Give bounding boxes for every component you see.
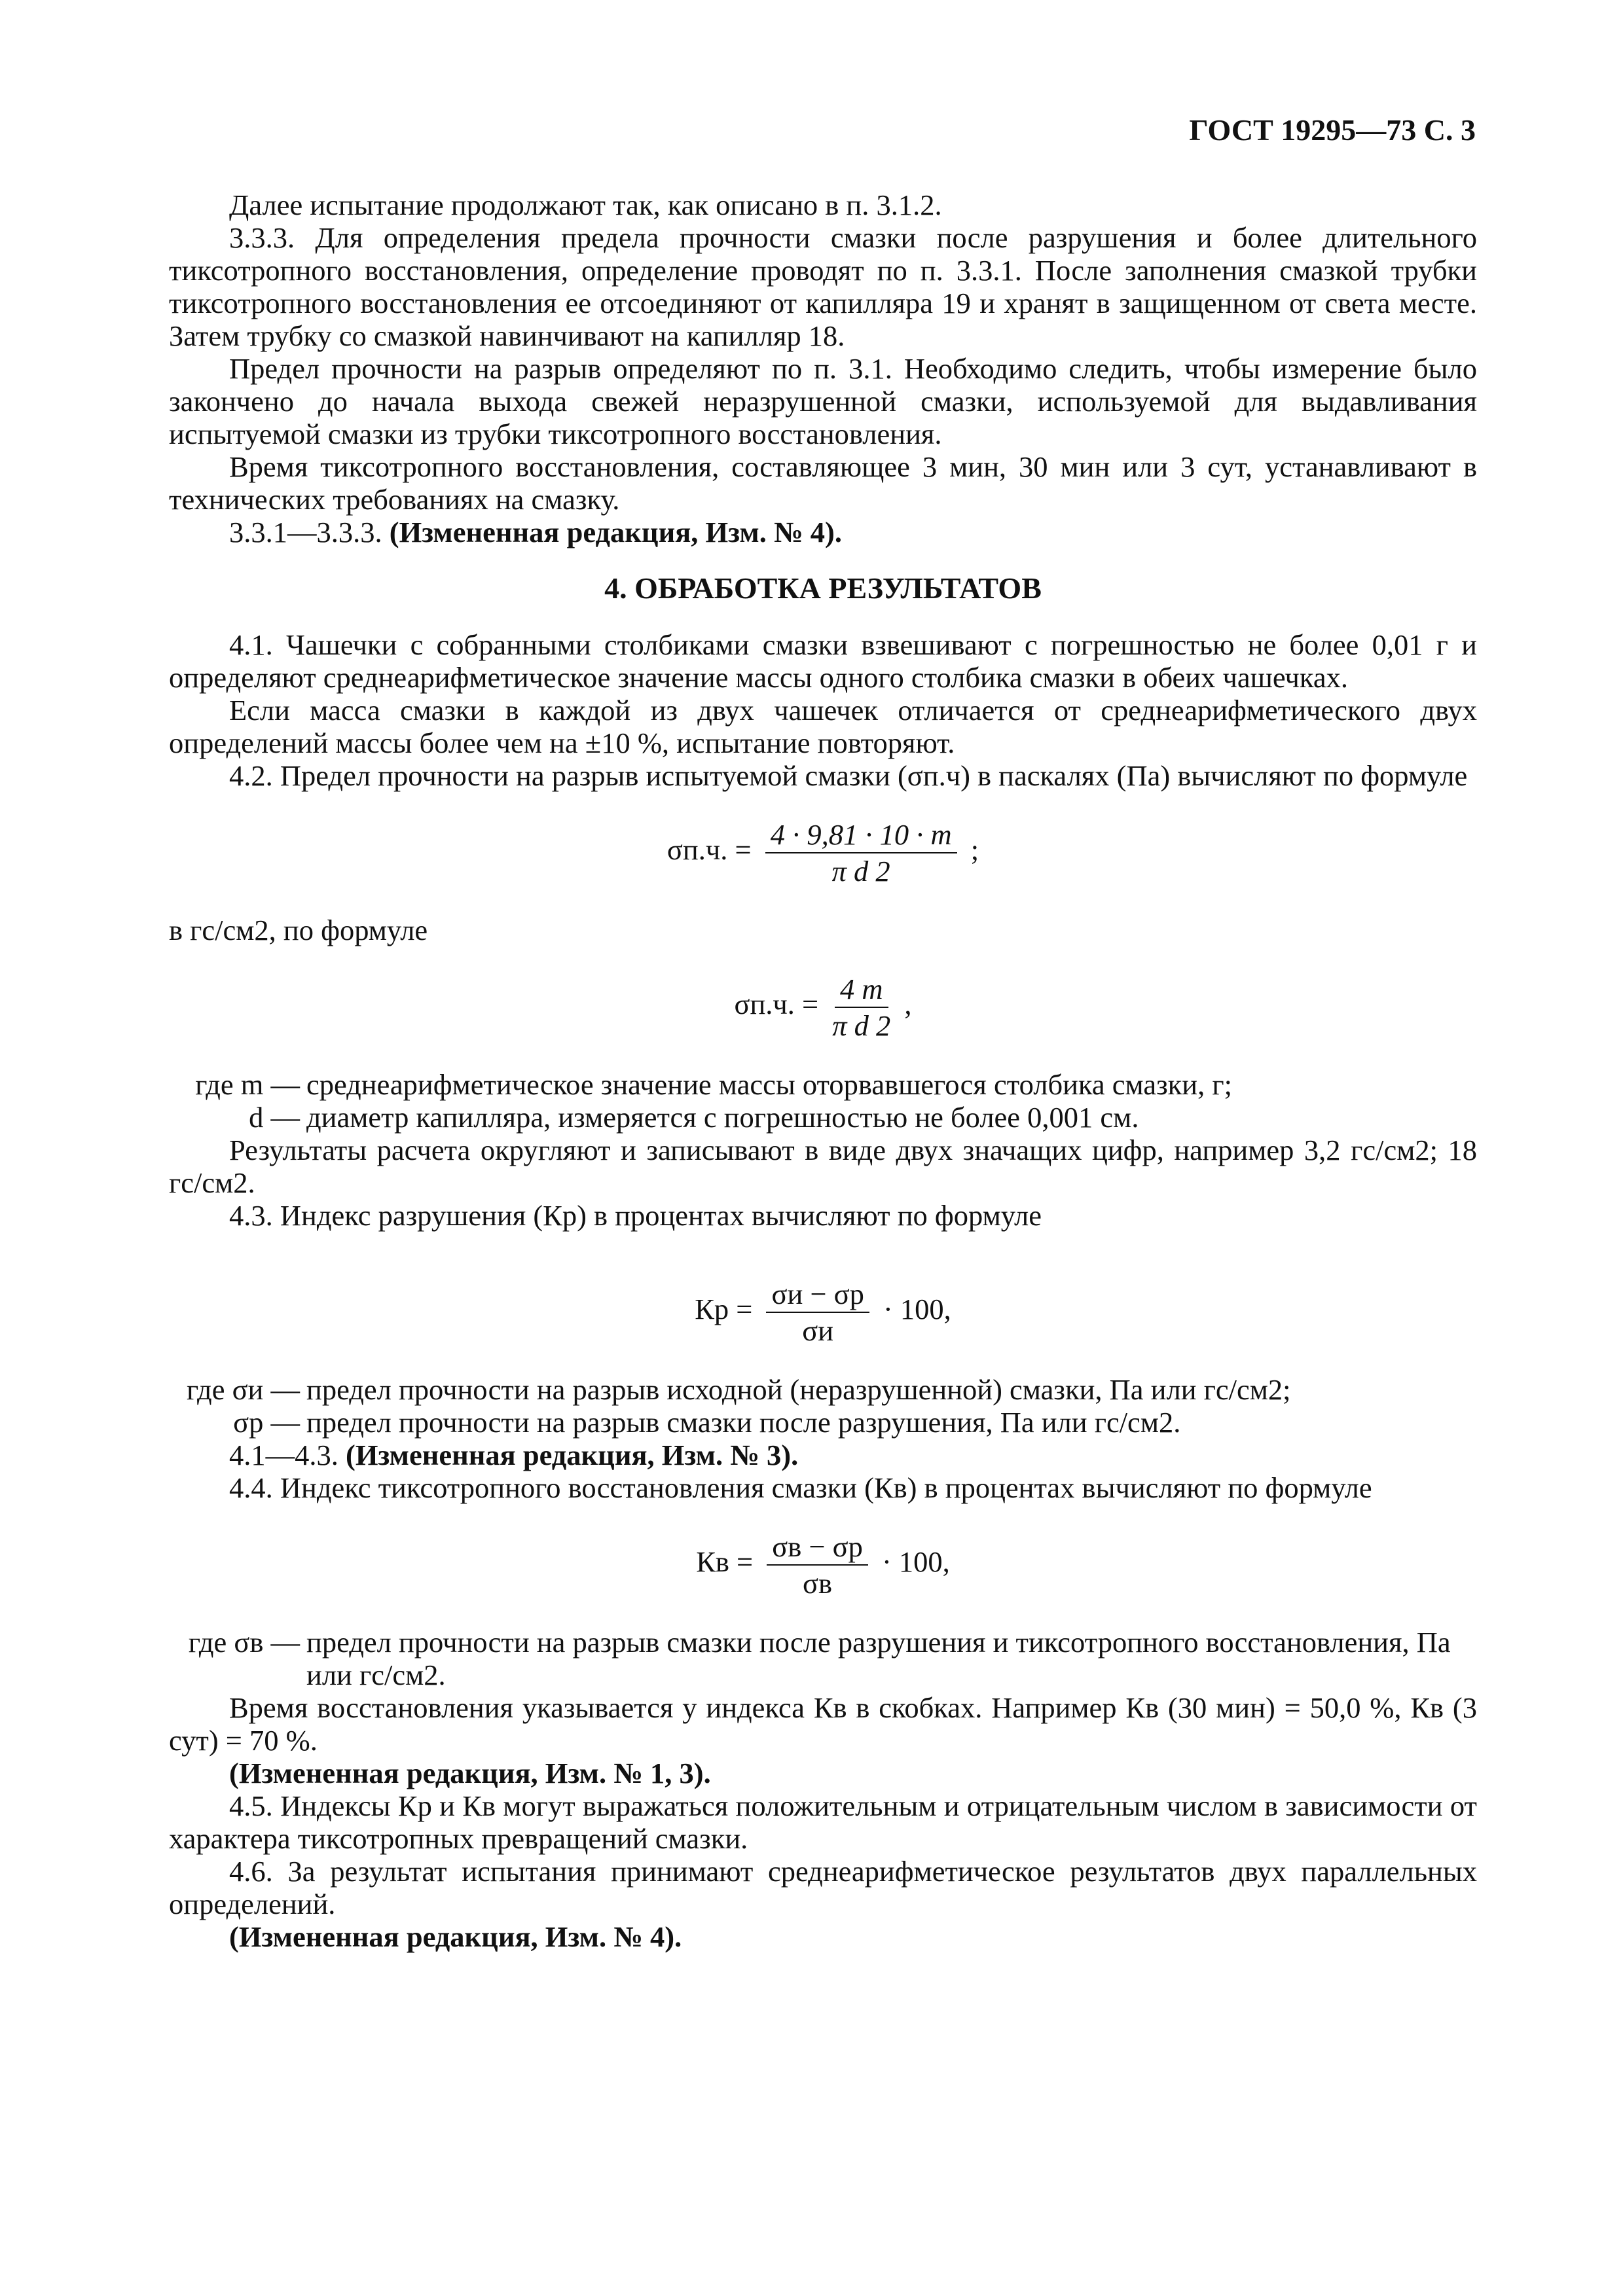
paragraph: 4.3. Индекс разрушения (Кр) в процентах вычисляют по формуле — [229, 1199, 1042, 1232]
amendment-note: (Измененная редакция, Изм. № 4). — [229, 1920, 682, 1953]
formula-denominator: σи — [802, 1314, 834, 1347]
formula-end: , — [904, 988, 912, 1021]
formula-lhs: Кр = — [695, 1293, 753, 1326]
formula-fraction — [766, 1278, 869, 1347]
formula-numerator: 4 m — [835, 973, 888, 1008]
variable-definitions — [169, 1068, 1477, 1134]
formula-numerator: σв − σр — [767, 1530, 868, 1566]
formula-lhs: σп.ч. = — [666, 833, 752, 867]
formula-recovery-index — [169, 1530, 1477, 1600]
amendment-text: (Измененная редакция, Изм. № 4). — [389, 516, 842, 548]
paragraph: 4.4. Индекс тиксотропного восстановления смазки (Кв) в процентах вычисляют по формуле — [229, 1471, 1372, 1504]
amendment-text: (Измененная редакция, Изм. № 3). — [346, 1439, 799, 1471]
amendment-note: (Измененная редакция, Изм. № 1, 3). — [229, 1757, 711, 1789]
formula-denominator: π d 2 — [831, 855, 890, 888]
formula-lhs: σп.ч. = — [734, 988, 819, 1021]
paragraph: Результаты расчета округляют и записывают в виде двух значащих цифр, например 3,2 гс/см2; 18 гс/см2. — [169, 1134, 1477, 1199]
formula-fraction — [832, 973, 890, 1042]
var-desc: предел прочности на разрыв смазки после разрушения, Па или гс/см2. — [306, 1406, 1181, 1439]
paragraph: в гс/см2, по формуле — [169, 914, 428, 946]
clause-ref: 3.3.1—3.3.3. — [229, 516, 390, 548]
formula-end: ; — [970, 833, 979, 867]
formula-numerator: σи − σр — [766, 1278, 869, 1313]
var-label: d — — [249, 1101, 300, 1134]
page-header: ГОСТ 19295—73 С. 3 — [1189, 113, 1476, 147]
paragraph: Предел прочности на разрыв определяют по п. 3.1. Необходимо следить, чтобы измерение было закончено до начала выхода свежей неразрушенной смазки, используемой для выдавливания испытуемой смазки из трубки тиксотропного восстановления. — [169, 352, 1477, 450]
amendment-note — [169, 516, 1477, 548]
amendment-note — [169, 1439, 1477, 1471]
formula-end: · 100, — [883, 1293, 951, 1326]
var-desc: предел прочности на разрыв исходной (неразрушенной) смазки, Па или гс/см2; — [306, 1373, 1291, 1406]
formula-denominator: π d 2 — [832, 1009, 891, 1042]
clause-ref: 4.1—4.3. — [229, 1439, 346, 1471]
var-label: где σи — — [187, 1373, 300, 1406]
section-title: 4. ОБРАБОТКА РЕЗУЛЬТАТОВ — [604, 571, 1042, 605]
document-body — [169, 188, 1477, 1953]
formula-fraction — [765, 818, 957, 888]
formula-lhs: Кв = — [696, 1545, 754, 1579]
paragraph: 4.6. За результат испытания принимают среднеарифметическое результатов двух параллельных определений. — [169, 1855, 1477, 1920]
var-label: где σв — — [188, 1626, 300, 1659]
formula-fraction — [767, 1530, 868, 1600]
formula-denominator: σв — [803, 1567, 833, 1600]
var-desc: диаметр капилляра, измеряется с погрешностью не более 0,001 см. — [306, 1101, 1139, 1134]
paragraph: Время тиксотропного восстановления, составляющее 3 мин, 30 мин или 3 сут, устанавливают в технических требованиях на смазку. — [169, 450, 1477, 516]
var-desc: предел прочности на разрыв смазки после разрушения и тиксотропного восстановления, Па или гс/см2. — [306, 1626, 1451, 1691]
paragraph: 3.3.3. Для определения предела прочности смазки после разрушения и более длительного тиксотропного восстановления, определение проводят по п. 3.3.1. После заполнения смазкой трубки тиксотропного восстановления ее отсоединяют от капилляра 19 и хранят в защищенном от света месте. Затем трубку со смазкой навинчивают на капилляр 18. — [169, 221, 1477, 352]
variable-definitions — [169, 1626, 1477, 1691]
formula-end: · 100, — [881, 1545, 950, 1579]
variable-definitions — [169, 1373, 1477, 1439]
var-label: σр — — [233, 1406, 300, 1439]
formula-strength-gs — [169, 973, 1477, 1042]
paragraph: Если масса смазки в каждой из двух чашечек отличается от среднеарифметического двух определений массы более чем на ±10 %, испытание повторяют. — [169, 694, 1477, 759]
paragraph: 4.1. Чашечки с собранными столбиками смазки взвешивают с погрешностью не более 0,01 г и определяют среднеарифметическое значение массы одного столбика смазки в обеих чашечках. — [169, 628, 1477, 694]
formula-strength-pa — [169, 818, 1477, 888]
var-desc: среднеарифметическое значение массы оторвавшегося столбика смазки, г; — [306, 1068, 1232, 1101]
paragraph: 4.5. Индексы Кр и Кв могут выражаться положительным и отрицательным числом в зависимости от характера тиксотропных превращений смазки. — [169, 1789, 1477, 1855]
formula-destruction-index — [169, 1278, 1477, 1347]
paragraph: Далее испытание продолжают так, как описано в п. 3.1.2. — [229, 188, 942, 221]
paragraph: 4.2. Предел прочности на разрыв испытуемой смазки (σп.ч) в паскалях (Па) вычисляют по формуле — [229, 759, 1468, 792]
formula-numerator: 4 · 9,81 · 10 · m — [765, 818, 957, 853]
var-label: где m — — [195, 1068, 300, 1101]
paragraph: Время восстановления указывается у индекса Кв в скобках. Например Кв (30 мин) = 50,0 %, Кв (3 сут) = 70 %. — [169, 1691, 1477, 1757]
